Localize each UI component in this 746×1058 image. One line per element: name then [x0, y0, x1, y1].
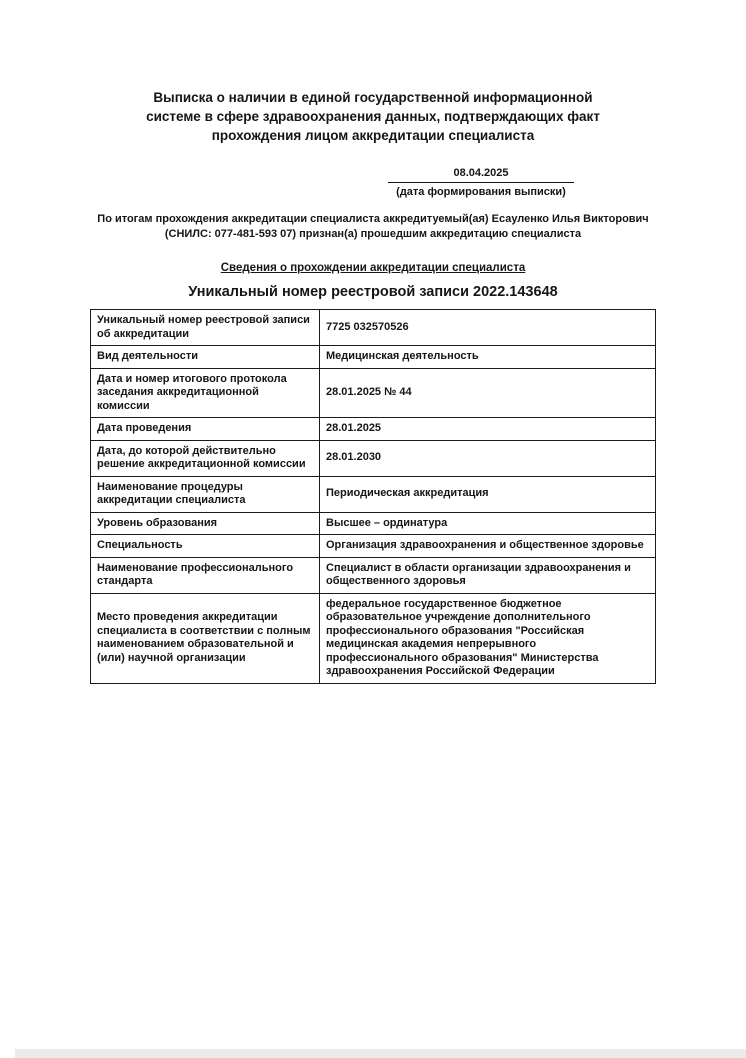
field-value-cell: федеральное государственное бюджетное образовательное учреждение дополнительного профессионального образования "Российская медицинская академия непрерывного профессионального образования" Министерства здравоохранения Российской Федерации — [320, 593, 656, 683]
table-row — [91, 535, 656, 558]
field-value-cell: 28.01.2025 № 44 — [320, 368, 656, 418]
field-value-cell: 28.01.2030 — [320, 440, 656, 476]
issue-date-caption: (дата формирования выписки) — [396, 186, 566, 198]
field-label-cell: Место проведения аккредитации специалиста в соответствии с полным наименованием образовательной и (или) научной организации — [91, 593, 320, 683]
field-label-cell: Дата проведения — [91, 418, 320, 441]
field-label-cell: Дата и номер итогового протокола заседания аккредитационной комиссии — [91, 368, 320, 418]
field-label-cell: Уникальный номер реестровой записи об аккредитации — [91, 310, 320, 346]
document-title-line-2: системе в сфере здравоохранения данных, подтверждающих факт — [146, 109, 600, 124]
field-label-cell: Специальность — [91, 535, 320, 558]
field-label-cell: Вид деятельности — [91, 346, 320, 369]
field-label-cell: Наименование процедуры аккредитации специалиста — [91, 476, 320, 512]
field-value-cell: Медицинская деятельность — [320, 346, 656, 369]
section-heading: Сведения о прохождении аккредитации специалиста — [220, 262, 526, 274]
table-row — [91, 368, 656, 418]
table-row — [91, 440, 656, 476]
field-value-cell: Специалист в области организации здравоохранения и общественного здоровья — [320, 557, 656, 593]
table-row — [91, 476, 656, 512]
table-row — [91, 418, 656, 441]
horizontal-scrollbar-track[interactable] — [15, 1049, 746, 1058]
document-title-line-1: Выписка о наличии в единой государственной информационной — [153, 90, 593, 105]
table-row — [91, 557, 656, 593]
issue-date-value: 08.04.2025 — [388, 167, 574, 183]
accreditation-table — [90, 309, 656, 684]
field-label-cell: Дата, до которой действительно решение аккредитационной комиссии — [91, 440, 320, 476]
field-value-cell: 7725 032570526 — [320, 310, 656, 346]
field-value-cell: Организация здравоохранения и общественное здоровье — [320, 535, 656, 558]
issue-date-block — [388, 167, 574, 198]
document-title — [83, 88, 663, 145]
table-row — [91, 512, 656, 535]
table-row — [91, 346, 656, 369]
document-title-line-3: прохождения лицом аккредитации специалиста — [211, 128, 535, 143]
field-value-cell: Высшее – ординатура — [320, 512, 656, 535]
field-value-cell: 28.01.2025 — [320, 418, 656, 441]
registry-number-heading: Уникальный номер реестровой записи 2022.143648 — [188, 284, 558, 300]
summary-paragraph: По итогам прохождения аккредитации специалиста аккредитуемый(ая) Есауленко Илья Викторович (СНИЛС: 077-481-593 07) признан(а) прошедшим аккредитацию специалиста — [97, 213, 649, 240]
table-row — [91, 593, 656, 683]
field-value-cell: Периодическая аккредитация — [320, 476, 656, 512]
table-row — [91, 310, 656, 346]
field-label-cell: Наименование профессионального стандарта — [91, 557, 320, 593]
field-label-cell: Уровень образования — [91, 512, 320, 535]
